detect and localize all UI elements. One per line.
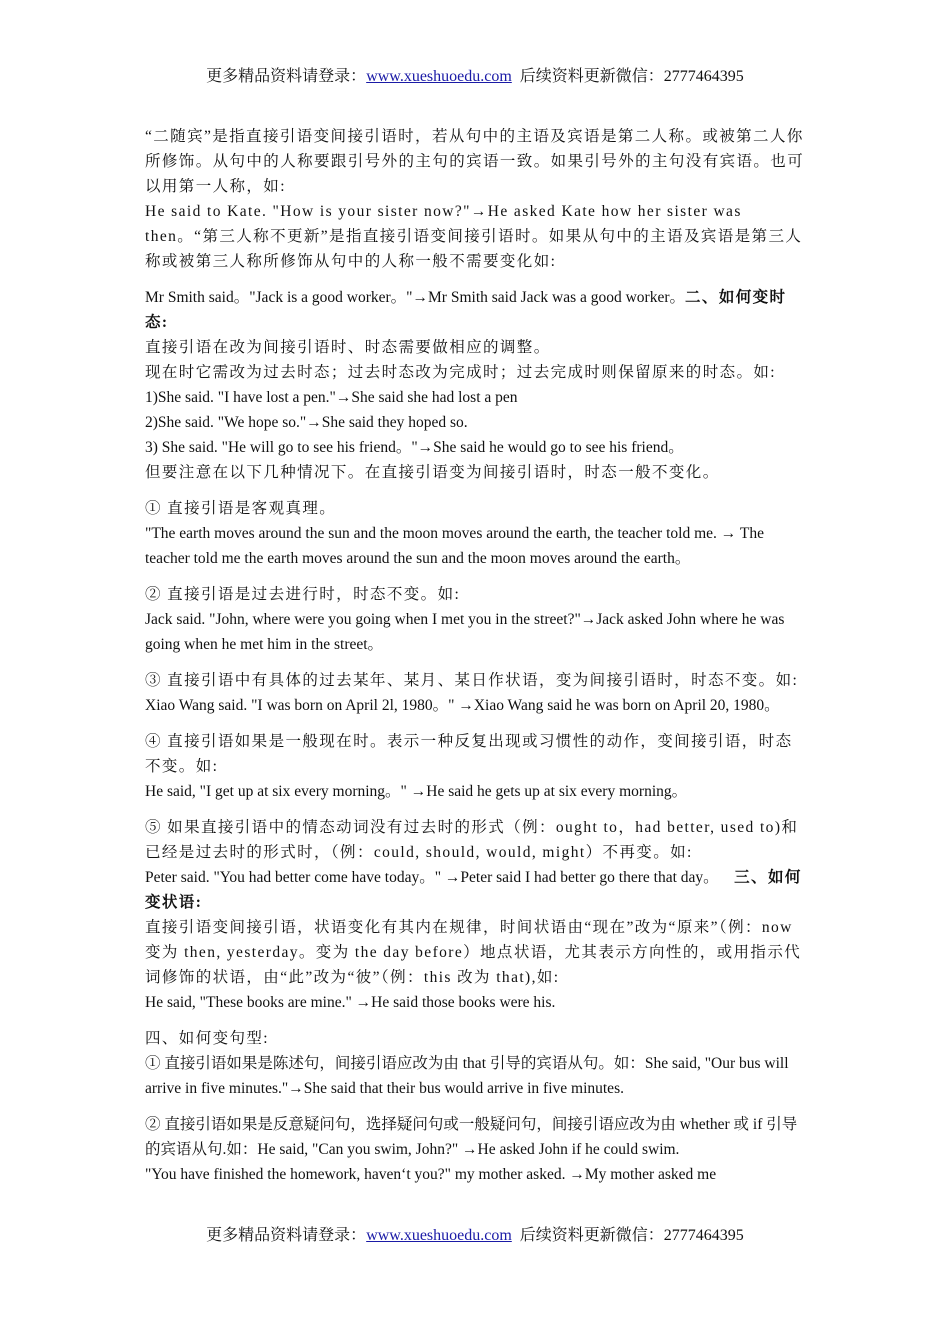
page-header: [0, 67, 950, 87]
sentence-type-2: ② 直接引语如果是反意疑问句，选择疑问句或一般疑问句，间接引语应改为由 whether 或 if 引导的宾语从句.如：He said, "Can you swim, John?" →He asked John if he could swim.: [145, 1116, 798, 1158]
example-homework: "You have finished the homework, haven‘t you?" my mother asked. →My mother asked me: [145, 1166, 717, 1183]
section-four-heading: 四、如何变句型:: [145, 1030, 270, 1047]
paragraph-third-person-rule: He said to Kate. "How is your sister now?"→He asked Kate how her sister was then。“第三人称不更新”是指直接引语变间接引语时。如果从句中的主语及宾语是第三人称或被第三人称所修饰从句中的人称一般不需要变化如:: [145, 203, 803, 270]
header-suffix: 后续资料更新微信：2777464395: [519, 68, 744, 85]
paragraph-adverbial-rule: 直接引语变间接引语，状语变化有其内在规律，时间状语由“现在”改为“原来”（例：now 变为 then, yesterday。变为 the day before）地点状语，尤其表示方向性的，或用指示代词修饰的状语，由“此”改为“彼”（例：this 改为 that),如:: [145, 919, 802, 986]
paragraph-example-and-section-two: [145, 285, 807, 335]
example-smith: Mr Smith said。"Jack is a good worker。"→Mr Smith said Jack was a good worker。: [145, 289, 686, 306]
exception-1-heading: ① 直接引语是客观真理。: [145, 500, 337, 517]
document-body: [145, 124, 807, 1187]
paragraph-second-person-rule: “二随宾”是指直接引语变间接引语时，若从句中的主语及宾语是第二人称。或被第二人你所修饰。从句中的人称要跟引号外的主句的宾语一致。如果引号外的主句没有宾语。也可以用第一人称，如:: [145, 128, 805, 195]
section-two-heading: 二、如何变时态:: [145, 289, 787, 331]
sentence-type-1: ① 直接引语如果是陈述句，间接引语应改为由 that 引导的宾语从句。如：She said, "Our bus will arrive in five minutes."→She said that their bus would arrive in five minutes.: [145, 1055, 789, 1097]
paragraph-exceptions-intro: 但要注意在以下几种情况下。在直接引语变为间接引语时，时态一般不变化。: [145, 464, 720, 481]
exception-5-example-and-section-three: [145, 865, 807, 915]
exception-5-heading: ⑤ 如果直接引语中的情态动词没有过去时的形式（例：ought to，had better, used to)和已经是过去时的形式时，（例：could, should, would, might）不再变。如:: [145, 819, 799, 861]
example-1: 1)She said. "I have lost a pen."→She said she had lost a pen: [145, 389, 518, 406]
footer-link[interactable]: www.xueshuoedu.com: [366, 1227, 512, 1244]
exception-1-example: "The earth moves around the sun and the moon moves around the earth, the teacher told me. → The teacher told me the earth moves around the sun and the moon moves around the earth。: [145, 525, 764, 567]
exception-4-example: He said, "I get up at six every morning。" →He said he gets up at six every morning。: [145, 783, 688, 800]
exception-3-example: Xiao Wang said. "I was born on April 2l, 1980。" →Xiao Wang said he was born on April 20, 1980。: [145, 697, 780, 714]
paragraph-tense-rule: 现在时它需改为过去时态；过去时态改为完成时；过去完成时则保留原来的时态。如:: [145, 364, 777, 381]
footer-prefix: 更多精品资料请登录：: [206, 1227, 367, 1244]
header-prefix: 更多精品资料请登录：: [206, 68, 367, 85]
example-2: 2)She said. "We hope so."→She said they hoped so.: [145, 414, 468, 431]
paragraph-tense-adjust: 直接引语在改为间接引语时、时态需要做相应的调整。: [145, 339, 551, 356]
exception-3-heading: ③ 直接引语中有具体的过去某年、某月、某日作状语，变为间接引语时，时态不变。如:: [145, 672, 799, 689]
page-footer: [0, 1226, 950, 1246]
example-3: 3) She said. "He will go to see his friend。"→She said he would go to see his friend。: [145, 439, 684, 456]
example-peter: Peter said. "You had better come have today。" →Peter said I had better go there that day。: [145, 869, 719, 886]
footer-suffix: 后续资料更新微信：2777464395: [519, 1227, 744, 1244]
exception-4-heading: ④ 直接引语如果是一般现在时。表示一种反复出现或习惯性的动作，变间接引语，时态不变。如:: [145, 733, 793, 775]
example-books: He said, "These books are mine." →He said those books were his.: [145, 994, 556, 1011]
header-link[interactable]: www.xueshuoedu.com: [366, 68, 512, 85]
exception-2-heading: ② 直接引语是过去进行时，时态不变。如:: [145, 586, 461, 603]
exception-2-example: Jack said. "John, where were you going when I met you in the street?"→Jack asked John where he was going when he met him in the street。: [145, 611, 785, 653]
section-three-heading: 三、如何变状语:: [145, 869, 802, 911]
